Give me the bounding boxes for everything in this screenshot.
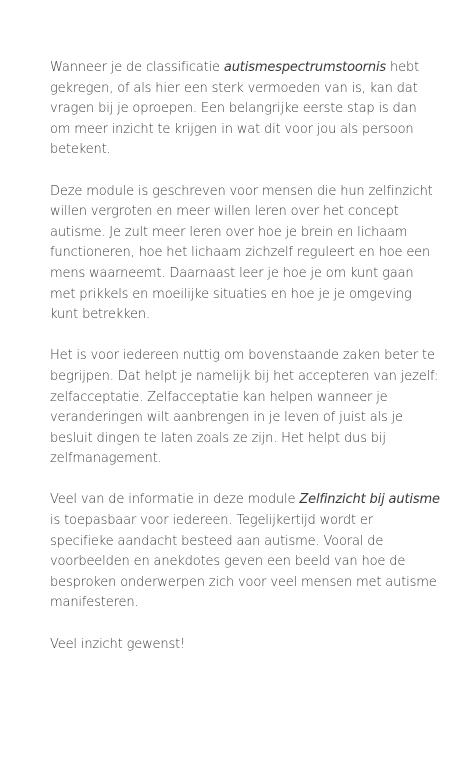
intro-term-italic: autismespectrumstoornis (223, 60, 387, 75)
paragraph-intro (50, 58, 440, 161)
applicability-text-end: is toepasbaar voor iedereen. Tegelijkertijd wordt er specifieke aandacht besteed aan autisme. Vooral de voorbeelden en anekdotes geven een beeld van hoe de besproken onderwerpen zich voor veel mensen met autisme manifesteren. (50, 513, 437, 611)
module-title-italic: Zelfinzicht bij autisme (299, 492, 440, 508)
intro-text-start: Wanneer je de classificatie (50, 60, 224, 75)
paragraph-self-acceptance (50, 346, 440, 470)
closing-text: Veel inzicht gewenst! (50, 636, 186, 652)
paragraph-closing (50, 635, 440, 656)
applicability-text-start: Veel van de informatie in deze module (50, 492, 300, 508)
paragraph-module-purpose (50, 182, 440, 326)
intro-text-end: hebt gekregen, of als hier een sterk vermoeden van is, kan dat vragen bij je oproepen. Een belangrijke eerste stap is dan om meer inzicht te krijgen in wat dit voor jou als persoon betekent. (50, 60, 420, 158)
self-acceptance-text: Het is voor iedereen nuttig om bovenstaande zaken beter te begrijpen. Dat helpt je namelijk bij het accepteren van jezelf: zelfacceptatie. Zelfacceptatie kan helpen wanneer je veranderingen wilt aanbrengen in je leven of juist als je besluit dingen te laten zoals ze zijn. Het helpt dus bij zelfmanagement. (50, 348, 439, 467)
paragraph-applicability (50, 490, 440, 614)
module-purpose-text: Deze module is geschreven voor mensen die hun zelfinzicht willen vergroten en meer willen leren over het concept autisme. Je zult meer leren over hoe je brein en lichaam functioneren, hoe het lichaam zichzelf reguleert en hoe een mens waarneemt. Daarnaast leer je hoe je om kunt gaan met prikkels en moeilijke situaties en hoe je je omgeving kunt betrekken. (50, 183, 433, 323)
document-body (50, 58, 440, 676)
